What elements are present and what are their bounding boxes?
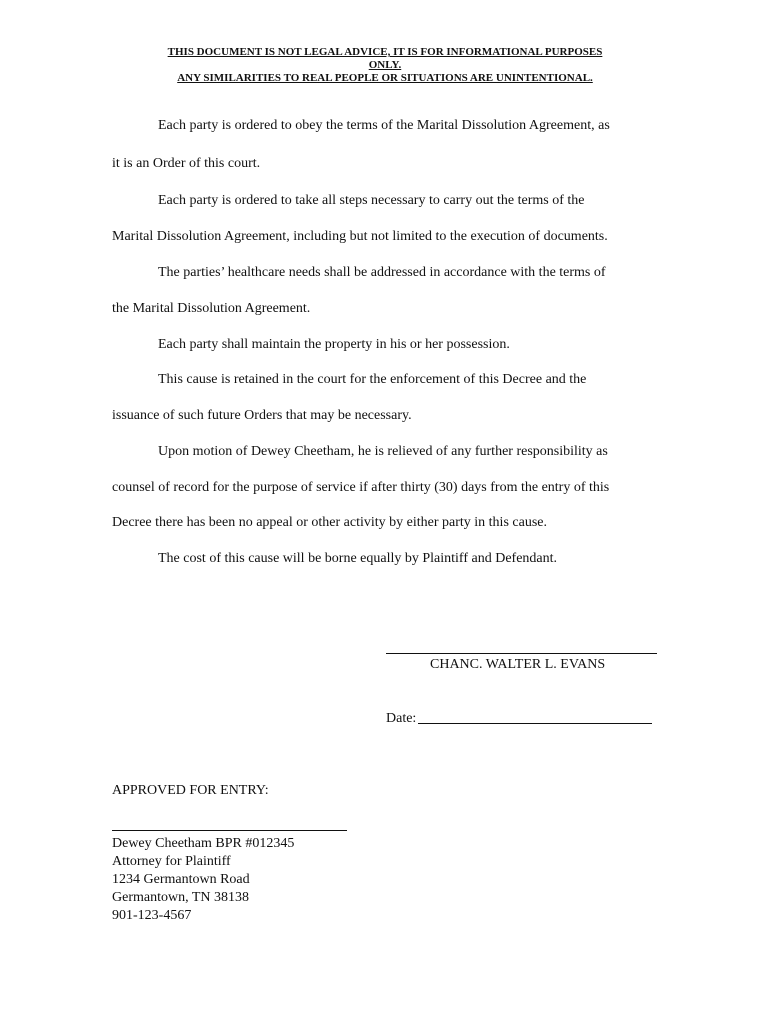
body-line: Each party is ordered to take all steps necessary to carry out the terms of the	[158, 193, 585, 208]
disclaimer-line-1: THIS DOCUMENT IS NOT LEGAL ADVICE, IT IS FOR INFORMATIONAL PURPOSES	[167, 46, 603, 58]
body-line: Each party is ordered to obey the terms of the Marital Dissolution Agreement, as	[158, 118, 610, 133]
body-line: The cost of this cause will be borne equally by Plaintiff and Defendant.	[158, 551, 558, 566]
attorney-block	[112, 835, 294, 925]
attorney-name: Dewey Cheetham BPR #012345	[112, 836, 295, 851]
date-line	[418, 723, 652, 724]
body-line: the Marital Dissolution Agreement.	[112, 301, 311, 316]
body-line: This cause is retained in the court for the enforcement of this Decree and the	[158, 372, 587, 387]
body-line: The parties’ healthcare needs shall be addressed in accordance with the terms of	[158, 265, 606, 280]
approved-heading: APPROVED FOR ENTRY:	[112, 783, 269, 798]
attorney-address-line-2: Germantown, TN 38138	[112, 890, 249, 905]
attorney-phone: 901-123-4567	[112, 908, 192, 923]
judge-signature-line	[386, 653, 657, 654]
disclaimer	[110, 46, 660, 85]
judge-name: CHANC. WALTER L. EVANS	[430, 657, 606, 672]
body-line: Marital Dissolution Agreement, including but not limited to the execution of documents.	[112, 229, 608, 244]
body-line: it is an Order of this court.	[112, 156, 261, 171]
date-label: Date:	[386, 711, 417, 726]
attorney-address-line-1: 1234 Germantown Road	[112, 872, 250, 887]
body-line: Upon motion of Dewey Cheetham, he is relieved of any further responsibility as	[158, 444, 608, 459]
body-line: issuance of such future Orders that may be necessary.	[112, 408, 412, 423]
body-line: counsel of record for the purpose of service if after thirty (30) days from the entry of this	[112, 480, 610, 495]
attorney-role: Attorney for Plaintiff	[112, 854, 231, 869]
attorney-signature-line	[112, 830, 347, 831]
body-line: Decree there has been no appeal or other activity by either party in this cause.	[112, 515, 547, 530]
disclaimer-line-3: ANY SIMILARITIES TO REAL PEOPLE OR SITUATIONS ARE UNINTENTIONAL.	[177, 72, 593, 84]
body-line: Each party shall maintain the property in his or her possession.	[158, 337, 510, 352]
disclaimer-line-2: ONLY.	[368, 59, 402, 71]
